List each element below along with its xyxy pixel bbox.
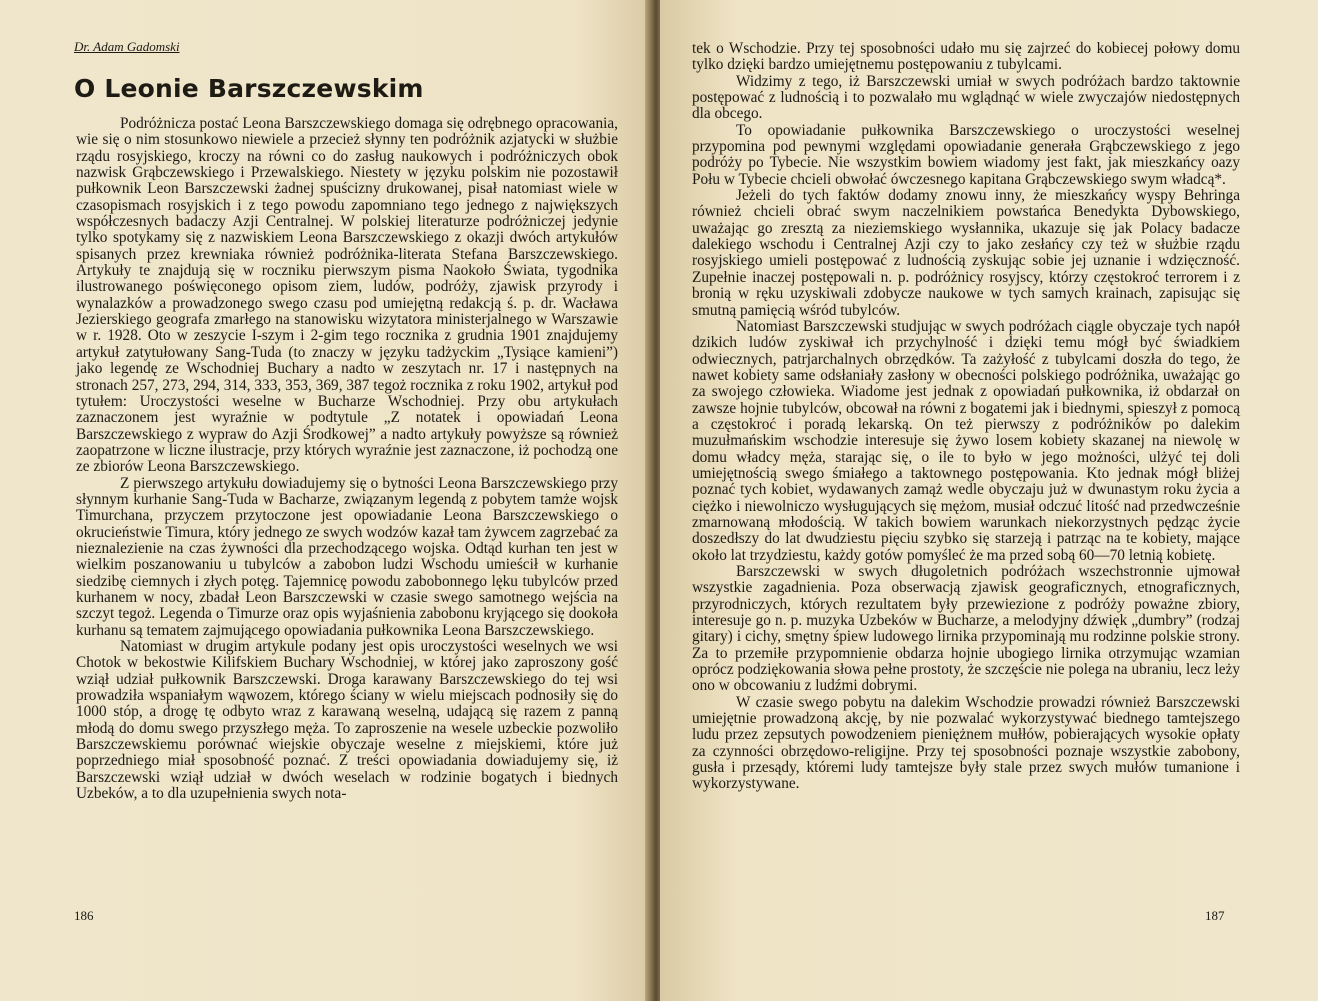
paragraph: Podróżnicza postać Leona Barszczewskiego domaga się odrębnego opracowania, wie się o nim stosunkowo niewiele a przecież słynny ten podróżnik azjatycki w służbie rządu rosyjskiego, kroczy na równi co do zasług naukowych i podróżniczych obok nazwisk Grąbczewskiego i Przewalskiego. Niestety w języku polskim nie pozostawił pułkownik Leon Barszczewski żadnej spuścizny drukowanej, pisał natomiast wiele w czasopismach rosyjskich i z tego powodu zapomniano tego jednego z największych współczesnych badaczy Azji Centralnej. W polskiej literaturze podróżniczej jedynie tylko spotykamy się z nazwiskiem Leona Barszczewskiego z okazji dwóch artykułów spisanych przez krewniaka również podróżnika-literata Stefana Barszczewskiego. Artykuły te znajdują się w roczniku pierwszym pisma Naokoło Świata, tygodnika ilustrowanego poświęconego opisom ziem, ludów, podróży, zjawisk przyrody i wynalazków a prowadzonego swego czasu pod umiejętną redakcją ś. p. dr. Wacława Jezierskiego geografa zmarłego na stanowisku wizytatora ministerjalnego w Warszawie w r. 1928. Oto w zeszycie I-szym i 2-gim tego rocznika z grudnia 1901 znajdujemy artykuł zatytułowany Sang-Tuda (to znaczy w języku tadżyckim „Tysiące kamieni”) jako legendę ze Wschodniej Buchary a nadto w zeszytach nr. 17 i następnych na stronach 257, 273, 294, 314, 333, 353, 369, 387 tegoż rocznika z roku 1902, artykuł pod tytułem: Uroczystości weselne w Bucharze Wschodniej. Przy obu artykułach zaznaczonem jest wyraźnie w podtytule „Z notatek i opowiadań Leona Barszczewskiego z wypraw do Azji Środkowej” a nadto artykuły powyższe są również zaopatrzone w liczne ilustracje, przy których wyraźnie jest zaznaczone, iż pochodzą one ze zbiorów Leona Barszczewskiego. [76,115,618,476]
paragraph: Z pierwszego artykułu dowiadujemy się o bytności Leona Barszczewskiego przy słynnym kurhanie Sang-Tuda w Bacharze, związanym legendą z pobytem tamże wojsk Timurchana, przyczem przytoczone jest opowiadanie Leona Barszczewskiego o okrucieństwie Timura, który jednego ze swych wodzów kazał tam żywcem zagrzebać za nieznalezienie na czas żywności dla przechodzącego wojska. Odtąd kurhan ten jest w wielkim poszanowaniu u tubylców a zabobon ludzi Wschodu umieścił w kurhanie siedzibę ciemnych i złych potęg. Tajemnicę powodu zabobonnego lęku tubylców przed kurhanem w nocy, zbadał Leon Barszczewski w czasie swego samotnego wejścia na szczyt tegoż. Legenda o Timurze oraz opis wyjaśnienia zabobonu kryjącego się dookoła kurhanu są tematem zajmującego opowiadania pułkownika Leona Barszczewskiego. [76,474,618,639]
page-number: 186 [74,908,94,923]
right-page [660,0,1318,1001]
paragraph: Barszczewski w swych długoletnich podróżach wszechstronnie ujmował wszystkie zagadnienia. Poza obserwacją zjawisk geograficznych, etnograficznych, przyrodniczych, których rezultatem były przewiezione z podróży poważne zbiory, interesuje go n. p. muzyka Uzbeków w Bucharze, a melodyjny dźwięk „dumbry” (rodzaj gitary) i cichy, smętny śpiew ludowego lirnika przypominają mu rodzinne polskie strony. Za to przemiłe przypomnienie obdarza hojnie ubogiego lirnika otrzymując wzamian oprócz podziękowania słowa pełne prostoty, że szczęście nie polega na ubraniu, lecz leży ono w obcowaniu z ludźmi dobrymi. [692,563,1240,695]
paragraph: To opowiadanie pułkownika Barszczewskiego o uroczystości weselnej przypomina pod pewnymi względami opowiadanie generała Grąbczewskiego z jego podróży po Tybecie. Nie wszystkim bowiem wiadomy jest fakt, jak mieszkańcy oazy Połu w Tybecie chcieli obwołać ówczesnego kapitana Grąbczewskiego swym władcą*. [692,121,1240,188]
paragraph: W czasie swego pobytu na dalekim Wschodzie prowadzi również Barszczewski umiejętnie prowadzoną akcję, by nie pozwalać wykorzystywać biednego tamtejszego ludu przez zepsutych powodzeniem pieniężnem mułłów, pobierających wysokie opłaty za czynności obrzędowo-religijne. Przy tej sposobności poznaje wszystkie zabobony, gusła i przesądy, któremi ludy tamtejsze były stale przez swych mułów tumanione i wykorzystywane. [692,693,1240,793]
running-head: Dr. Adam Gadomski [74,39,180,54]
paragraph: Natomiast Barszczewski studjując w swych podróżach ciągle obyczaje tych napół dzikich ludów zyskiwał ich przychylność i dzięki temu mógł być świadkiem odwiecznych, patrjarchalnych obrzędków. Ta zażyłość z tubylcami doszła do tego, że nawet kobiety same odsłaniały zasłony w obecności polskiego podróżnika, uważając go za swojego człowieka. Wiadome jest jednak z opowiadań pułkownika, iż obdarzał on zawsze hojnie tubylców, obcował na równi z bogatemi jak i biednymi, spieszył z pomocą a częstokroć i poradą lekarską. On też pierwszy z podróżników po dalekim muzułmańskim wschodzie interesuje się żywo losem kobiety skazanej na niewolę w domu władcy męża, starając się, o ile to było w jego możności, ulżyć tej doli umiejętnością swego śmiałego a taktownego postępowania. Kto jednak mógł bliżej poznać tych kobiet, wydawanych zamąż wedle obyczaju już w dwunastym roku życia a ciężko i niewolniczo wysługujących się mężom, musiał odczuć litość nad przedwcześnie zmarnowaną młodością. W takich bowiem warunkach niekorzystnych pędząc życie doszedłszy do lat dwudziestu pięciu szybko się starzeją i patrząc na te kobiety, mające około lat trzydziestu, każdy gotów pomyśleć że ma przed sobą 60—70 letnią kobietę. [692,317,1240,564]
right-page-text [692,41,1240,793]
paragraph: tek o Wschodzie. Przy tej sposobności udało mu się zajrzeć do kobiecej połowy domu tylko dzięki bardzo umiejętnemu postępowaniu z tubylcami. [692,40,1240,74]
left-page-text [76,116,618,802]
page-number: 187 [1205,908,1225,923]
article-title: O Leonie Barszczewskim [74,74,424,103]
paragraph: Jeżeli do tych faktów dodamy znowu inny, że mieszkańcy wyspy Behringa również chcieli obrać swym naczelnikiem powstańca Benedykta Dybowskiego, uważając go zresztą za nieziemskiego wysłannika, ukazuje się jak Polacy badacze dalekiego wschodu i Centralnej Azji czy to jako zesłańcy czy też w służbie rządu rosyjskiego umieli postępować z ludnością zyskując sobie jej uznanie i wdzięczność. Zupełnie inaczej postępowali n. p. podróżnicy rosyjscy, którzy częstokroć terrorem i z bronią w ręku uzyskiwali zdobycze naukowe w tych samych krainach, zapisując się smutną pamięcią wśród tubylców. [692,187,1240,319]
left-page [0,0,652,1001]
paragraph: Widzimy z tego, iż Barszczewski umiał w swych podróżach bardzo taktownie postępować z ludnością i to pozwalało mu wglądnąć w wiele zwyczajów niedostępnych dla obcego. [692,72,1240,123]
paragraph: Natomiast w drugim artykule podany jest opis uroczystości weselnych we wsi Chotok w bekostwie Kilifskiem Buchary Wschodniej, w której jako zaproszony gość wziął udział pułkownik Barszczewski. Droga karawany Barszczewskiego do tej wsi prowadziła wspaniałym wąwozem, którego ściany w wielu miejscach podnosiły się do 1000 stóp, a drogę tę odbyto wraz z karawaną weselną, udającą się razem z panną młodą do domu swego przyszłego męża. To zaproszenie na wesele uzbeckie pozwoliło Barszczewskiemu porównać wiejskie obyczaje weselne z miejskiemi, które już poprzedniego miał sposobność poznać. Z treści opowiadania dowiadujemy się, iż Barszczewski wziął udział w dwóch weselach w rodzinie bogatych i biednych Uzbeków, a to dla uzupełnienia swych nota- [76,638,618,803]
